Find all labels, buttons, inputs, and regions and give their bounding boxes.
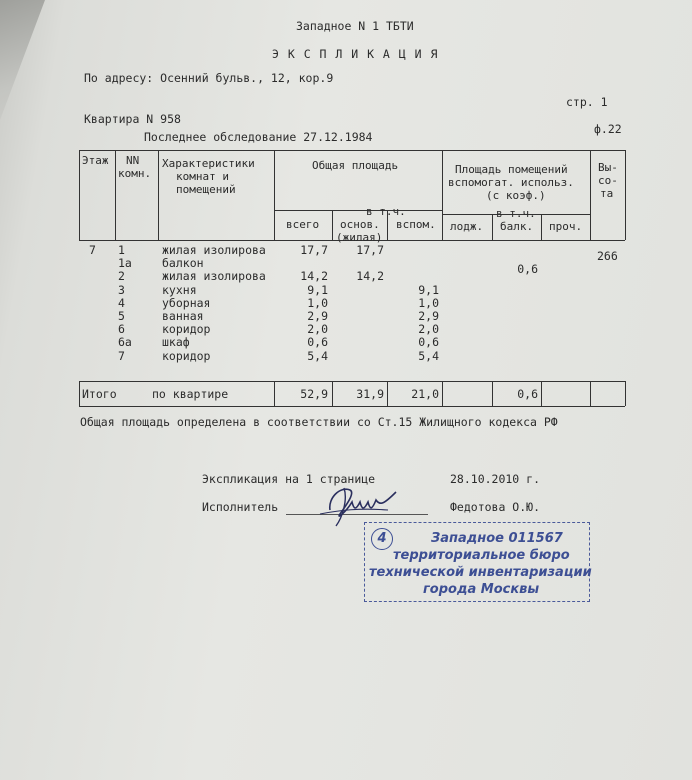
room-total-area: 9,1 (307, 283, 328, 297)
room-aux-area: 0,6 (418, 335, 439, 349)
room-number: 5 (118, 309, 125, 323)
room-number: 6а (118, 335, 132, 349)
room-aux-area: 1,0 (418, 296, 439, 310)
header-loggia: лодж. (450, 220, 484, 233)
apartment-number: Квартира N 958 (84, 112, 181, 126)
stamp-line3: технической инвентаризации (369, 565, 592, 580)
issue-date: 28.10.2010 г. (450, 472, 541, 486)
room-number: 7 (118, 349, 125, 363)
totals-label: Итого (82, 387, 117, 401)
stamp-number: 4 (371, 528, 393, 550)
header-floor: Этаж (82, 154, 109, 167)
room-name: коридор (162, 322, 211, 336)
room-number: 6 (118, 322, 125, 336)
bti-stamp (364, 522, 590, 602)
room-total-area: 5,4 (307, 349, 328, 363)
header-main-2: (жилая) (336, 231, 383, 244)
header-aux-area-3: (с коэф.) (486, 189, 546, 202)
area-note: Общая площадь определена в соответствии со Ст.15 Жилищного кодекса РФ (80, 415, 558, 429)
room-name: ванная (162, 309, 204, 323)
pages-count: Экспликация на 1 странице (202, 472, 376, 486)
header-total: всего (286, 218, 320, 231)
paper-fold-shadow (0, 0, 60, 130)
header-balcony: балк. (500, 220, 534, 233)
header-aux: вспом. (396, 218, 436, 231)
header-characteristics-2: комнат и (176, 170, 229, 183)
room-name: жилая изолирова (162, 269, 266, 283)
executor-label: Исполнитель (202, 500, 279, 514)
totals-aux: 21,0 (411, 387, 439, 401)
room-number: 2 (118, 269, 125, 283)
totals-balcony: 0,6 (517, 387, 538, 401)
totals-main: 31,9 (356, 387, 384, 401)
header-room-no-2: комн. (118, 167, 152, 180)
totals-total: 52,9 (300, 387, 328, 401)
room-number: 1а (118, 256, 132, 270)
room-aux-area: 2,9 (418, 309, 439, 323)
header-room-no: NN (126, 154, 140, 167)
stamp-line1: Западное 011567 (431, 531, 563, 546)
header-total-area: Общая площадь (312, 159, 399, 172)
room-name: уборная (162, 296, 211, 310)
room-main-area: 17,7 (356, 243, 384, 257)
org-name: Западное N 1 ТБТИ (296, 19, 414, 33)
stamp-line2: территориальное бюро (393, 548, 570, 563)
room-balcony-area: 0,6 (517, 262, 538, 276)
room-total-area: 14,2 (300, 269, 328, 283)
room-total-area: 0,6 (307, 335, 328, 349)
room-name: шкаф (162, 335, 190, 349)
room-total-area: 2,0 (307, 322, 328, 336)
room-aux-area: 2,0 (418, 322, 439, 336)
last-survey: Последнее обследование 27.12.1984 (144, 130, 373, 144)
room-total-area: 1,0 (307, 296, 328, 310)
room-aux-area: 5,4 (418, 349, 439, 363)
page-number: стр. 1 (566, 95, 608, 109)
header-height: Вы- (598, 161, 618, 174)
header-characteristics-3: помещений (176, 183, 236, 196)
room-name: кухня (162, 283, 197, 297)
doc-title: Э К С П Л И К А Ц И Я (272, 47, 439, 61)
room-name: жилая изолирова (162, 243, 266, 257)
header-aux-area-2: вспомогат. использ. (448, 176, 574, 189)
room-name: балкон (162, 256, 204, 270)
room-number: 3 (118, 283, 125, 297)
height-value: 266 (597, 249, 618, 263)
room-main-area: 14,2 (356, 269, 384, 283)
room-total-area: 17,7 (300, 243, 328, 257)
totals-label-2: по квартире (152, 387, 229, 401)
header-main: основ. (340, 218, 380, 231)
header-other: проч. (549, 220, 583, 233)
room-number: 1 (118, 243, 125, 257)
address: По адресу: Осенний бульв., 12, кор.9 (84, 71, 334, 85)
header-height-3: та (600, 187, 614, 200)
room-name: коридор (162, 349, 211, 363)
form-number: ф.22 (594, 122, 622, 136)
executor-name: Федотова О.Ю. (450, 500, 541, 514)
room-total-area: 2,9 (307, 309, 328, 323)
header-incl: в т.ч. (366, 205, 406, 218)
room-aux-area: 9,1 (418, 283, 439, 297)
header-aux-area: Площадь помещений (455, 163, 568, 176)
room-number: 4 (118, 296, 125, 310)
header-incl2: в т.ч. (496, 207, 536, 220)
floor-value: 7 (89, 243, 96, 257)
header-height-2: со- (598, 174, 618, 187)
stamp-line4: города Москвы (423, 582, 540, 597)
header-characteristics: Характеристики (162, 157, 255, 170)
